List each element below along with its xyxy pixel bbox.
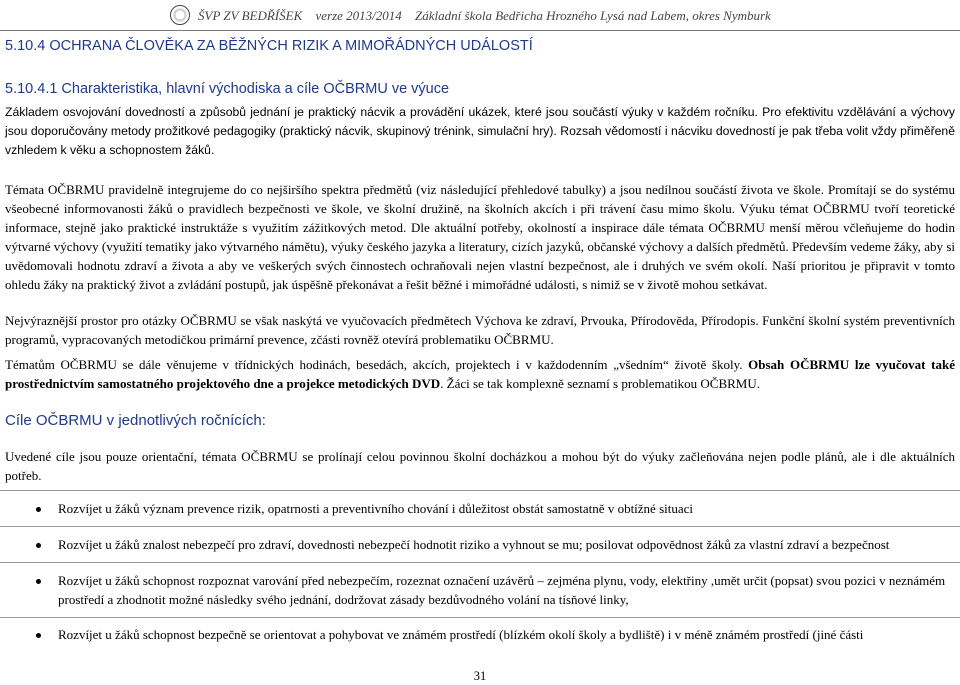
bullet-icon: [36, 543, 41, 548]
paragraph-projects: [5, 355, 955, 393]
paragraph-projects-bold: Obsah OČBRMU lze vyučovat také prostřednictvím samostatného projektového dne a projekce metodických DVD: [5, 357, 955, 391]
divider: [0, 562, 960, 563]
school-logo-icon: [170, 5, 190, 25]
header-text: [198, 8, 781, 24]
paragraph-projects-end: . Žáci se tak komplexně seznamí s problematikou OČBRMU.: [440, 376, 761, 391]
paragraph-subjects: Nejvýraznější prostor pro otázky OČBRMU se však naskýtá ve vyučovacích předmětech Výchova ke zdraví, Prvouka, Přírodověda, Přírodopis. Funkční školní systém preventivních programů, vypracovaných metodičkou primární prevence, zčásti rovněž otevírá problematiku OČBRMU.: [5, 313, 955, 347]
header-rule: [0, 30, 960, 31]
paragraph-goals-note: Uvedené cíle jsou pouze orientační, témata OČBRMU se prolínají celou povinnou školní docházkou a mohou být do výuky začleňována nejen podle plánů, ale i dle aktuálních potřeb.: [5, 449, 955, 483]
subsection-heading: 5.10.4.1 Charakteristika, hlavní východiska a cíle OČBRMU ve výuce: [5, 81, 450, 97]
divider: [0, 526, 960, 527]
list-item-text: Rozvíjet u žáků znalost nebezpečí pro zdraví, dovednosti nebezpečí hodnotit riziko a vyhnout se mu; posilovat odpovědnost žáků za vlastní zdraví a bezpečnost: [58, 537, 890, 552]
bullet-icon: [36, 633, 41, 638]
list-item-text: Rozvíjet u žáků schopnost rozpoznat varování před nebezpečím, rozeznat označení uzávěrů – zejména plynu, vody, elektřiny ,umět určit (popsat) svou pozici v neznámém prostředí a zhodnotit možné následky svého jednání, dodržovat zásady bezdůvodného volání na tísňové linky,: [58, 573, 946, 607]
divider: [0, 490, 960, 491]
divider: [0, 617, 960, 618]
list-item-text: Rozvíjet u žáků schopnost bezpečně se orientovat a pohybovat ve známém prostředí (blízkém okolí školy a bydliště) i v méně známém prostředí (jiné části: [58, 627, 864, 642]
page-number: 31: [473, 669, 487, 683]
section-heading: 5.10.4 OCHRANA ČLOVĚKA ZA BĚŽNÝCH RIZIK A MIMOŘÁDNÝCH UDÁLOSTÍ: [5, 38, 533, 54]
bullet-icon: [36, 579, 41, 584]
page-header: [0, 0, 960, 32]
paragraph-integration: Témata OČBRMU pravidelně integrujeme do co nejširšího spektra předmětů (viz následující přehledové tabulky) a jsou nedílnou součástí života ve škole. Promítají se do systému všeobecné informovanosti žáků o pravidlech bezpečnosti ve škole, ve školní družině, na školních akcích i při trávení času mimo školu. Výuku témat OČBRMU tvoří teoretické informace, stejně jako praktické instruktáže s využitím zážitkových metod. Dle aktuální potřeby, okolností a inspirace dále témata OČBRMU menší měrou včleňujeme do hodin výtvarné výchovy (využití tematiky jako výtvarného námětu), výuky českého jazyka a literatury, cizích jazyků, občanské výchovy a dalších předmětů. Především vedeme žáky, aby si uvědomovali hodnotu zdraví a života a aby ve veškerých svých činnostech ochraňovali nejen vlastní bezpečnost, ale i druhých ve svém okolí. Naší prioritou je připravit v tomto ohledu žáky na praktický život a zvládání postupů, jak úspěšně překonávat a řešit běžné i mimořádné události, s nimiž se v životě mohou setkávat.: [5, 182, 955, 292]
header-version: verze 2013/2014: [315, 8, 402, 23]
paragraph-projects-text: Tématům OČBRMU se dále věnujeme v třídnických hodinách, besedách, akcích, projektech i v každodenním „všedním“ životě školy.: [5, 357, 749, 372]
bullet-icon: [36, 507, 41, 512]
paragraph-intro: Základem osvojování dovedností a způsobů jednání je praktický nácvik a provádění ukázek, které jsou součástí výuky v každém ročníku. Pro efektivitu vzdělávání a výchovy jsou doporučovány metody prožitkové pedagogiky (praktický nácvik, skupinový trénink, simulační hry). Rozsah vědomostí i nácviku dovedností je pak třeba volit vždy přiměřeně vzhledem k věku a schopnostem žáků.: [5, 105, 955, 157]
header-school-full: Základní škola Bedřicha Hrozného Lysá nad Labem, okres Nymburk: [415, 8, 771, 23]
header-school-short: ŠVP ZV BEDŘÍŠEK: [198, 8, 303, 23]
goals-heading: Cíle OČBRMU v jednotlivých ročnících:: [5, 412, 266, 429]
list-item-text: Rozvíjet u žáků význam prevence rizik, opatrnosti a preventivního chování i důležitost obstát samostatně v obtížné situaci: [58, 501, 694, 516]
